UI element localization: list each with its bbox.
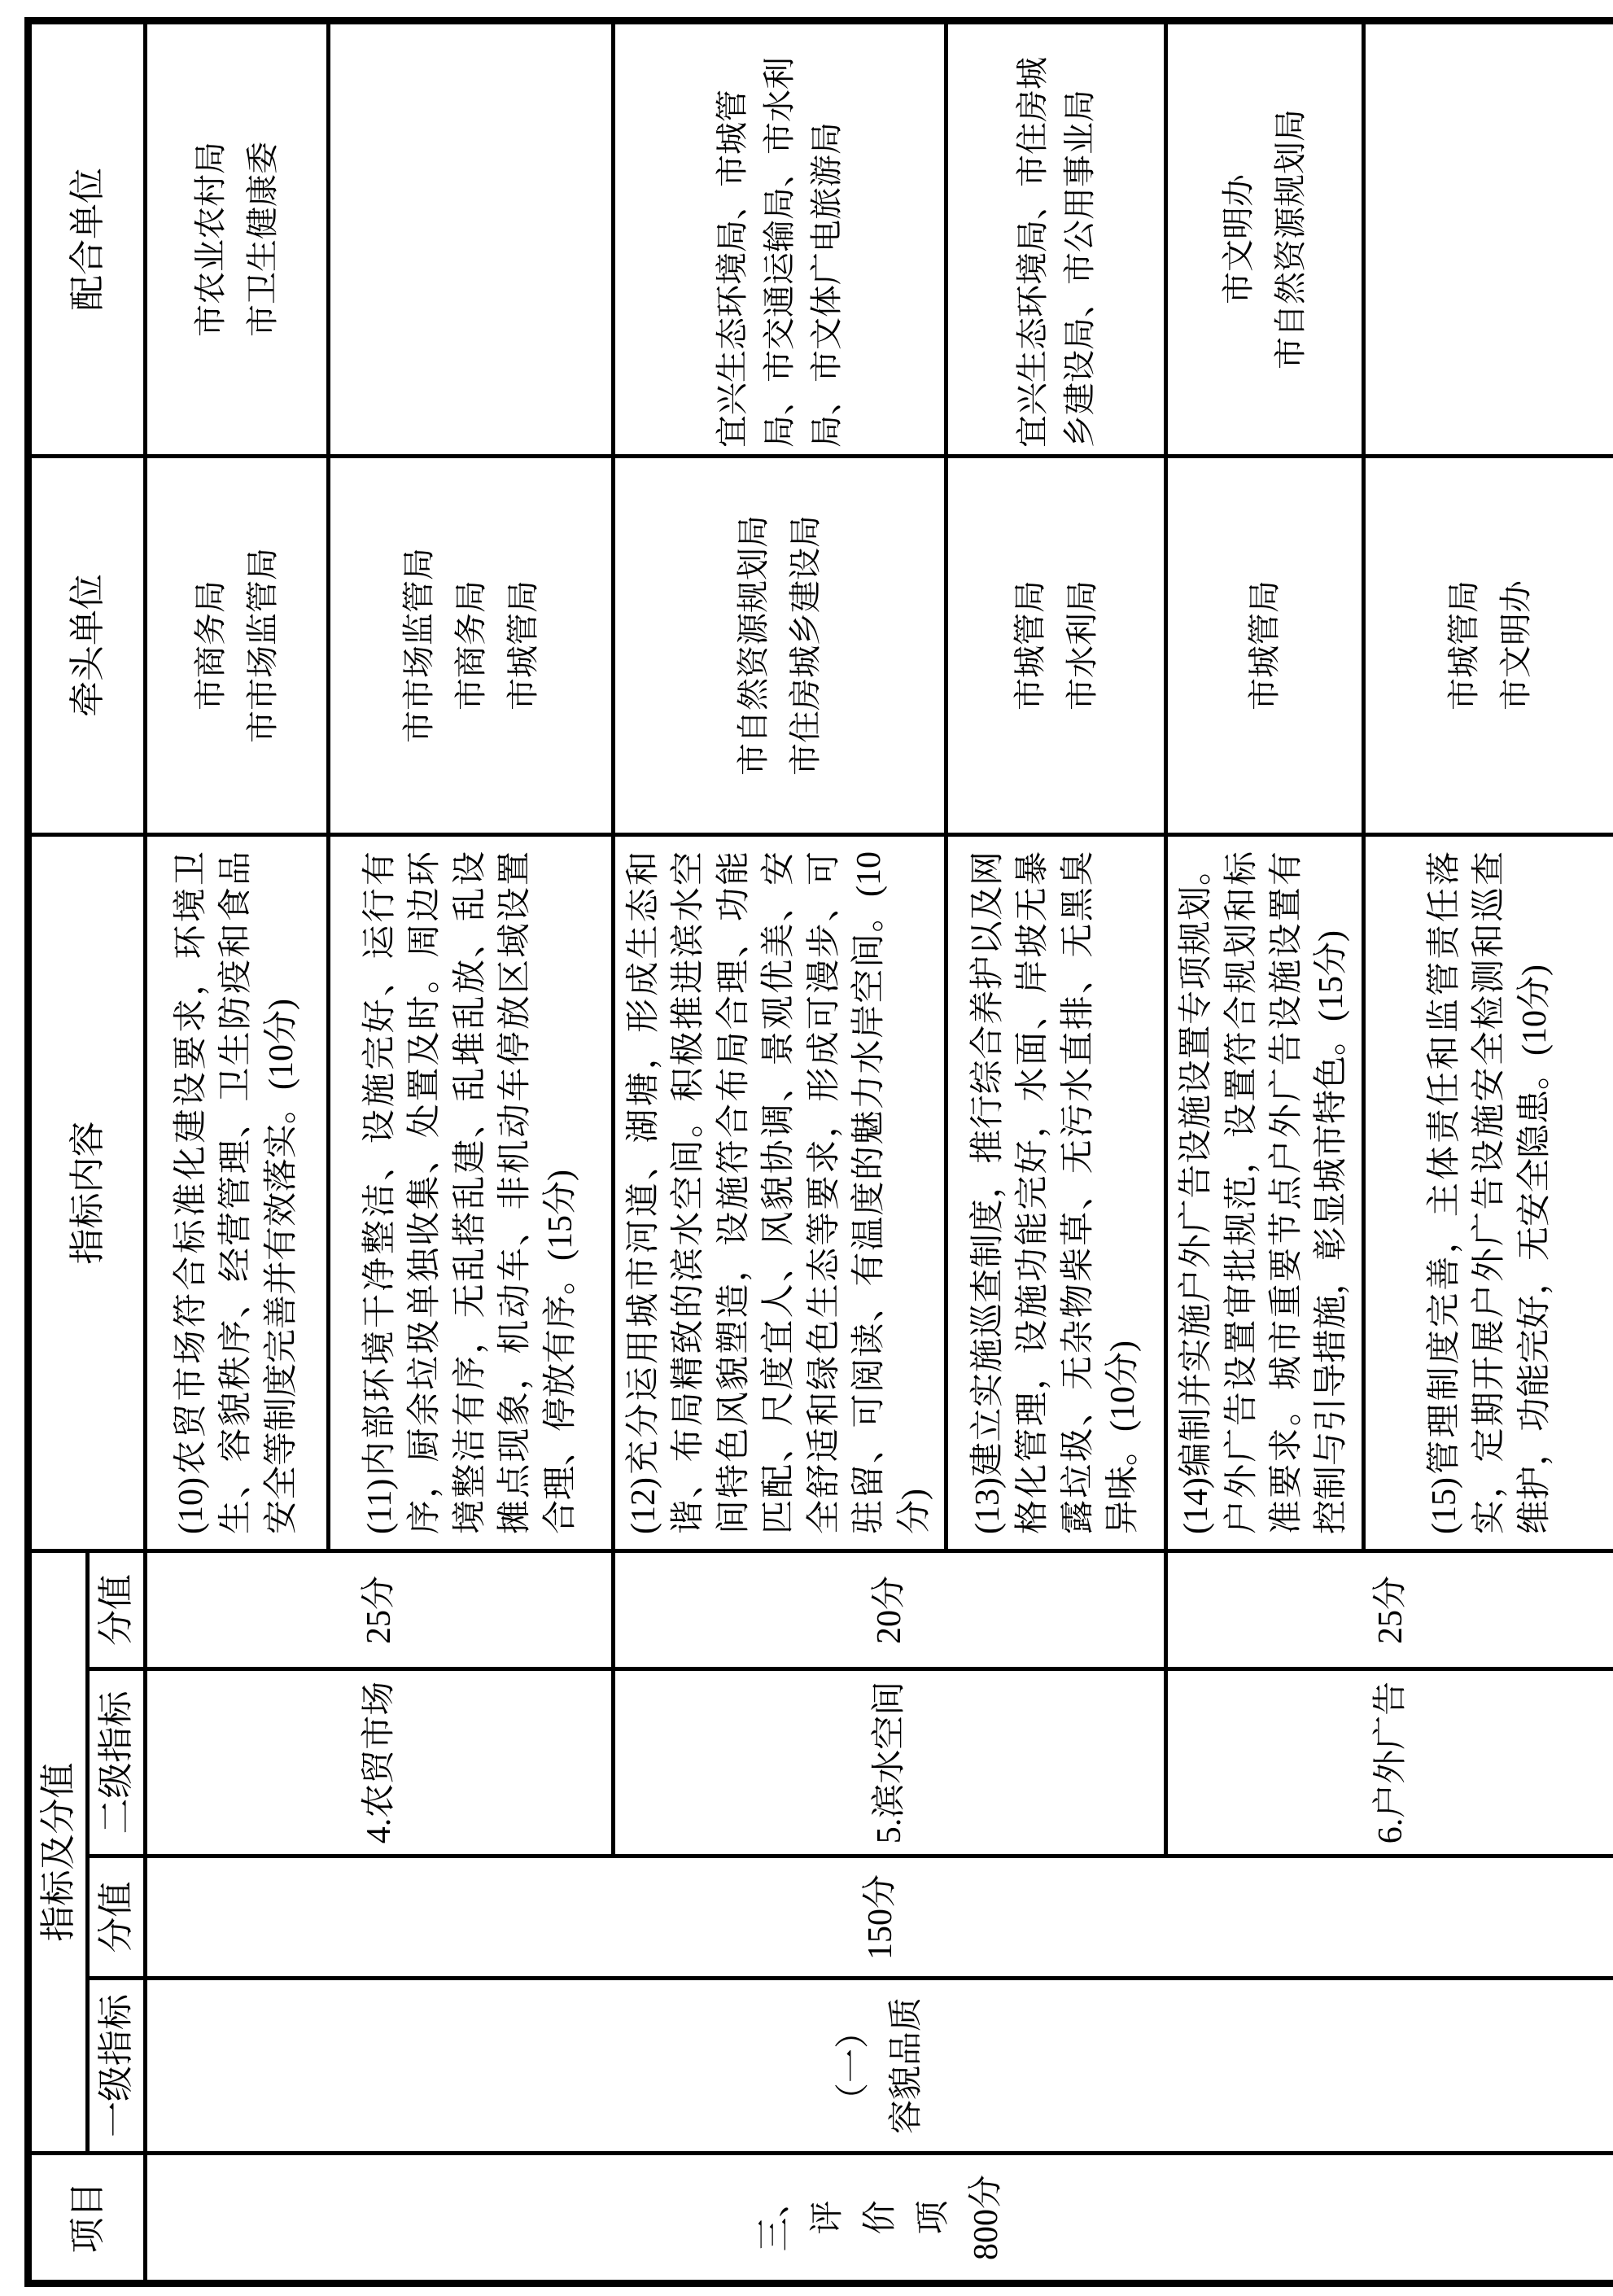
assessment-table [24, 17, 1613, 2287]
lead-unit-cell: 市城管局 市水利局 [946, 457, 1166, 835]
header-level1: 一级指标 [88, 1979, 146, 2154]
header-score1: 分值 [88, 1856, 146, 1979]
level2-group2-cell: 5.滨水空间 [614, 1669, 1166, 1856]
header-row-1 [28, 21, 88, 2284]
lead-unit-cell: 市市场监管局 市商务局 市城管局 [329, 457, 614, 835]
lead-unit-cell: 市商务局 市市场监管局 [146, 457, 329, 835]
indicator-content-cell: (13)建立实施巡查制度，推行综合养护以及网格化管理，设施功能完好，水面、岸坡无暴露垃圾、无杂物柴草、无污水直排、无黑臭异味。(10分) [946, 835, 1166, 1551]
level2-group1-score-cell: 25分 [146, 1551, 614, 1669]
level2-group2-score-cell: 20分 [614, 1551, 1166, 1669]
level2-group3-cell: 6.户外广告 [1166, 1669, 1613, 1856]
header-support-unit: 配合单位 [28, 21, 146, 457]
support-unit-cell [329, 21, 614, 457]
indicator-content-cell: (15)管理制度完善，主体责任和监管责任落实，定期开展户外广告设施安全检测和巡查维护，功能完好，无安全隐患。(10分) [1363, 835, 1613, 1551]
lead-unit-cell: 市自然资源规划局 市住房城乡建设局 [614, 457, 946, 835]
header-lead-unit: 牵头单位 [28, 457, 146, 835]
header-content: 指标内容 [28, 835, 146, 1551]
header-index-and-score: 指标及分值 [28, 1551, 88, 2154]
level1-score-cell: 150分 [146, 1856, 1613, 1979]
indicator-content-cell: (12)充分运用城市河道、湖塘，形成生态和谐、布局精致的滨水空间。积极推进滨水空间特色风貌塑造，设施符合布局合理、功能匹配、尺度宜人、风貌协调、景观优美、安全舒适和绿色生态等要求，形成可漫步、可驻留、可阅读、有温度的魅力水岸空间。(10分) [614, 835, 946, 1551]
rotated-table [24, 24, 1587, 2287]
table-row-10 [146, 21, 329, 2284]
lead-unit-cell: 市城管局 市文明办 [1363, 457, 1613, 835]
support-unit-cell: 市文明办 市自然资源规划局 [1166, 21, 1364, 457]
indicator-content-cell: (14)编制并实施户外广告设施设置专项规划。户外广告设置审批规范，设置符合规划和标准要求。城市重要节点户外广告设施设置有控制与引导措施，彰显城市特色。(15分) [1166, 835, 1364, 1551]
indicator-content-cell: (10)农贸市场符合标准化建设要求，环境卫生、容貌秩序、经营管理、卫生防疫和食品安全等制度完善并有效落实。(10分) [146, 835, 329, 1551]
support-unit-cell [1363, 21, 1613, 457]
level2-group1-cell: 4.农贸市场 [146, 1669, 614, 1856]
header-project: 项目 [28, 2154, 146, 2284]
support-unit-cell: 市农业农村局 市卫生健康委 [146, 21, 329, 457]
level1-value-cell: （一） 容貌品质 [146, 1979, 1613, 2154]
header-level2: 二级指标 [88, 1669, 146, 1856]
support-unit-cell: 宜兴生态环境局、市住房城乡建设局、市公用事业局 [946, 21, 1166, 457]
indicator-content-cell: (11)内部环境干净整洁、设施完好、运行有序，厨余垃圾单独收集、处置及时。周边环境整洁有序，无乱搭乱建、乱堆乱放、乱设摊点现象，机动车、非机动车停放区域设置合理、停放有序。(15分) [329, 835, 614, 1551]
project-value-cell: 三、 评 价 项 800分 [146, 2154, 1613, 2284]
header-score2: 分值 [88, 1551, 146, 1669]
level2-group3-score-cell: 25分 [1166, 1551, 1613, 1669]
support-unit-cell: 宜兴生态环境局、市城管局、市交通运输局、市水利局、市文体广电旅游局 [614, 21, 946, 457]
lead-unit-cell: 市城管局 [1166, 457, 1364, 835]
